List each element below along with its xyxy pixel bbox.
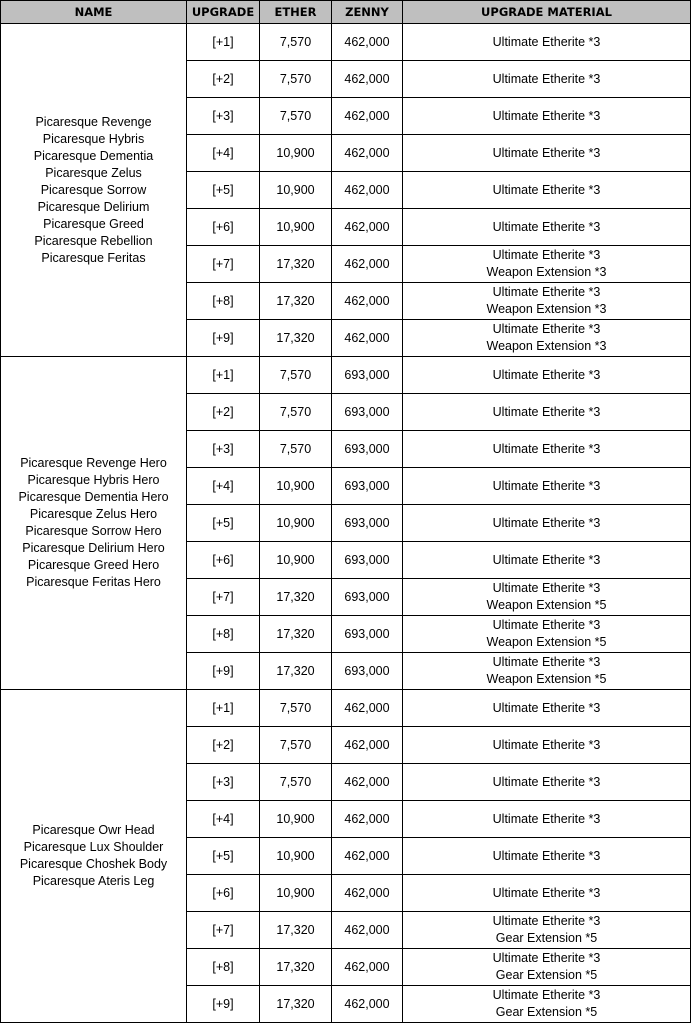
- material-line: Ultimate Etherite *3: [492, 848, 601, 863]
- item-name: Picaresque Dementia Hero: [18, 490, 169, 504]
- upgrade-level-cell: [+7]: [187, 579, 260, 616]
- item-name: Picaresque Owr Head: [32, 823, 155, 837]
- upgrade-level-cell: [+8]: [187, 949, 260, 986]
- item-name: Picaresque Dementia: [33, 148, 154, 163]
- material-line: Ultimate Etherite *3: [492, 951, 601, 965]
- material-line: Ultimate Etherite *3: [492, 618, 601, 632]
- material-line: Ultimate Etherite *3: [492, 285, 601, 299]
- upgrade-material-cell: [403, 24, 691, 61]
- zenny-cost-cell: 462,000: [332, 24, 403, 61]
- zenny-cost-cell: 462,000: [332, 838, 403, 875]
- material-line: Gear Extension *5: [495, 931, 598, 945]
- item-name: Picaresque Delirium Hero: [22, 541, 165, 555]
- ether-cost-cell: 10,900: [260, 135, 332, 172]
- material-line: Ultimate Etherite *3: [492, 441, 601, 456]
- material-line: Ultimate Etherite *3: [492, 248, 601, 262]
- upgrade-material-cell: [403, 838, 691, 875]
- zenny-cost-cell: 462,000: [332, 764, 403, 801]
- upgrade-material-cell: [403, 764, 691, 801]
- header-zenny: ZENNY: [332, 1, 403, 24]
- item-name: Picaresque Zelus: [45, 165, 142, 180]
- zenny-cost-cell: 462,000: [332, 172, 403, 209]
- upgrade-material-cell: [403, 468, 691, 505]
- material-line: Ultimate Etherite *3: [492, 885, 601, 900]
- material-line: Ultimate Etherite *3: [492, 322, 601, 336]
- upgrade-level-cell: [+3]: [187, 98, 260, 135]
- upgrade-material-cell: [403, 505, 691, 542]
- zenny-cost-cell: 462,000: [332, 949, 403, 986]
- upgrade-level-cell: [+8]: [187, 283, 260, 320]
- header-row: [1, 1, 691, 24]
- ether-cost-cell: 17,320: [260, 246, 332, 283]
- upgrade-level-cell: [+4]: [187, 468, 260, 505]
- upgrade-material-cell: [403, 579, 691, 616]
- upgrade-material-cell: [403, 949, 691, 986]
- item-name: Picaresque Ateris Leg: [32, 874, 155, 888]
- ether-cost-cell: 17,320: [260, 283, 332, 320]
- upgrade-level-cell: [+1]: [187, 24, 260, 61]
- upgrade-level-cell: [+6]: [187, 542, 260, 579]
- material-line: Ultimate Etherite *3: [492, 774, 601, 789]
- upgrade-level-cell: [+1]: [187, 357, 260, 394]
- upgrade-material-cell: [403, 986, 691, 1023]
- zenny-cost-cell: 693,000: [332, 431, 403, 468]
- zenny-cost-cell: 462,000: [332, 246, 403, 283]
- material-line: Gear Extension *5: [495, 1005, 598, 1019]
- material-line: Ultimate Etherite *3: [492, 988, 601, 1002]
- upgrade-material-cell: [403, 875, 691, 912]
- table-row: [1, 690, 691, 727]
- table-row: [1, 24, 691, 61]
- material-line: Ultimate Etherite *3: [492, 34, 601, 49]
- ether-cost-cell: 17,320: [260, 579, 332, 616]
- ether-cost-cell: 7,570: [260, 764, 332, 801]
- material-line: Ultimate Etherite *3: [492, 367, 601, 382]
- material-line: Ultimate Etherite *3: [492, 182, 601, 197]
- upgrade-material-cell: [403, 98, 691, 135]
- material-line: Ultimate Etherite *3: [492, 219, 601, 234]
- ether-cost-cell: 7,570: [260, 394, 332, 431]
- upgrade-material-cell: [403, 357, 691, 394]
- upgrade-level-cell: [+2]: [187, 61, 260, 98]
- table-row: [1, 357, 691, 394]
- zenny-cost-cell: 462,000: [332, 727, 403, 764]
- ether-cost-cell: 7,570: [260, 98, 332, 135]
- ether-cost-cell: 17,320: [260, 616, 332, 653]
- upgrade-level-cell: [+3]: [187, 764, 260, 801]
- item-name: Picaresque Feritas: [41, 250, 146, 265]
- item-name: Picaresque Choshek Body: [19, 857, 168, 871]
- material-line: Weapon Extension *5: [486, 598, 607, 612]
- zenny-cost-cell: 693,000: [332, 542, 403, 579]
- zenny-cost-cell: 462,000: [332, 61, 403, 98]
- zenny-cost-cell: 462,000: [332, 98, 403, 135]
- ether-cost-cell: 10,900: [260, 468, 332, 505]
- item-name: Picaresque Sorrow: [40, 182, 147, 197]
- ether-cost-cell: 10,900: [260, 172, 332, 209]
- upgrade-material-cell: [403, 431, 691, 468]
- ether-cost-cell: 7,570: [260, 357, 332, 394]
- upgrade-level-cell: [+6]: [187, 209, 260, 246]
- upgrade-level-cell: [+9]: [187, 653, 260, 690]
- upgrade-material-cell: [403, 727, 691, 764]
- ether-cost-cell: 17,320: [260, 949, 332, 986]
- material-line: Weapon Extension *3: [486, 265, 607, 279]
- zenny-cost-cell: 462,000: [332, 801, 403, 838]
- ether-cost-cell: 10,900: [260, 505, 332, 542]
- zenny-cost-cell: 693,000: [332, 505, 403, 542]
- ether-cost-cell: 17,320: [260, 653, 332, 690]
- header-name: NAME: [1, 1, 187, 24]
- ether-cost-cell: 7,570: [260, 690, 332, 727]
- upgrade-material-cell: [403, 542, 691, 579]
- material-line: Ultimate Etherite *3: [492, 737, 601, 752]
- zenny-cost-cell: 693,000: [332, 468, 403, 505]
- ether-cost-cell: 7,570: [260, 24, 332, 61]
- header-ether: ETHER: [260, 1, 332, 24]
- upgrade-material-cell: [403, 172, 691, 209]
- header-material: UPGRADE MATERIAL: [403, 1, 691, 24]
- material-line: Ultimate Etherite *3: [492, 478, 601, 493]
- upgrade-level-cell: [+7]: [187, 912, 260, 949]
- material-line: Ultimate Etherite *3: [492, 552, 601, 567]
- ether-cost-cell: 10,900: [260, 875, 332, 912]
- upgrade-level-cell: [+8]: [187, 616, 260, 653]
- item-name: Picaresque Greed Hero: [27, 558, 160, 572]
- upgrade-material-cell: [403, 801, 691, 838]
- upgrade-material-cell: [403, 690, 691, 727]
- material-line: Ultimate Etherite *3: [492, 108, 601, 123]
- material-line: Weapon Extension *5: [486, 635, 607, 649]
- zenny-cost-cell: 462,000: [332, 320, 403, 357]
- upgrade-material-cell: [403, 135, 691, 172]
- item-name: Picaresque Hybris: [42, 131, 145, 146]
- item-names-cell: [1, 690, 187, 1023]
- upgrade-level-cell: [+2]: [187, 727, 260, 764]
- upgrade-level-cell: [+9]: [187, 986, 260, 1023]
- upgrade-level-cell: [+3]: [187, 431, 260, 468]
- upgrade-level-cell: [+7]: [187, 246, 260, 283]
- ether-cost-cell: 7,570: [260, 61, 332, 98]
- item-name: Picaresque Zelus Hero: [29, 507, 158, 521]
- upgrade-material-cell: [403, 246, 691, 283]
- material-line: Ultimate Etherite *3: [492, 71, 601, 86]
- upgrade-material-cell: [403, 912, 691, 949]
- upgrade-level-cell: [+4]: [187, 801, 260, 838]
- item-names-cell: [1, 357, 187, 690]
- material-line: Ultimate Etherite *3: [492, 914, 601, 928]
- material-line: Weapon Extension *3: [486, 302, 607, 316]
- upgrade-level-cell: [+4]: [187, 135, 260, 172]
- ether-cost-cell: 10,900: [260, 209, 332, 246]
- zenny-cost-cell: 462,000: [332, 986, 403, 1023]
- upgrade-level-cell: [+5]: [187, 838, 260, 875]
- material-line: Weapon Extension *3: [486, 339, 607, 353]
- zenny-cost-cell: 693,000: [332, 394, 403, 431]
- item-name: Picaresque Hybris Hero: [27, 473, 160, 487]
- ether-cost-cell: 10,900: [260, 801, 332, 838]
- upgrade-level-cell: [+9]: [187, 320, 260, 357]
- zenny-cost-cell: 462,000: [332, 912, 403, 949]
- item-names-cell: [1, 24, 187, 357]
- material-line: Ultimate Etherite *3: [492, 404, 601, 419]
- material-line: Weapon Extension *5: [486, 672, 607, 686]
- zenny-cost-cell: 693,000: [332, 579, 403, 616]
- material-line: Ultimate Etherite *3: [492, 811, 601, 826]
- zenny-cost-cell: 462,000: [332, 135, 403, 172]
- ether-cost-cell: 10,900: [260, 542, 332, 579]
- material-line: Ultimate Etherite *3: [492, 581, 601, 595]
- material-line: Ultimate Etherite *3: [492, 655, 601, 669]
- upgrade-material-cell: [403, 320, 691, 357]
- header-upgrade: UPGRADE: [187, 1, 260, 24]
- upgrade-material-cell: [403, 209, 691, 246]
- ether-cost-cell: 17,320: [260, 912, 332, 949]
- material-line: Ultimate Etherite *3: [492, 700, 601, 715]
- item-name: Picaresque Revenge Hero: [20, 456, 167, 470]
- table-body: [1, 24, 691, 1023]
- material-line: Ultimate Etherite *3: [492, 515, 601, 530]
- upgrade-material-cell: [403, 283, 691, 320]
- material-line: Gear Extension *5: [495, 968, 598, 982]
- zenny-cost-cell: 693,000: [332, 653, 403, 690]
- upgrade-level-cell: [+1]: [187, 690, 260, 727]
- zenny-cost-cell: 462,000: [332, 283, 403, 320]
- item-name: Picaresque Rebellion: [34, 233, 153, 248]
- item-name: Picaresque Delirium: [37, 199, 150, 214]
- upgrade-level-cell: [+5]: [187, 505, 260, 542]
- ether-cost-cell: 7,570: [260, 431, 332, 468]
- ether-cost-cell: 7,570: [260, 727, 332, 764]
- ether-cost-cell: 17,320: [260, 986, 332, 1023]
- item-name: Picaresque Sorrow Hero: [25, 524, 162, 538]
- upgrade-level-cell: [+5]: [187, 172, 260, 209]
- item-name: Picaresque Greed: [43, 216, 144, 231]
- item-name: Picaresque Revenge: [35, 114, 152, 129]
- zenny-cost-cell: 462,000: [332, 209, 403, 246]
- zenny-cost-cell: 462,000: [332, 690, 403, 727]
- upgrade-material-cell: [403, 653, 691, 690]
- zenny-cost-cell: 693,000: [332, 616, 403, 653]
- upgrade-level-cell: [+2]: [187, 394, 260, 431]
- material-line: Ultimate Etherite *3: [492, 145, 601, 160]
- upgrade-level-cell: [+6]: [187, 875, 260, 912]
- zenny-cost-cell: 693,000: [332, 357, 403, 394]
- zenny-cost-cell: 462,000: [332, 875, 403, 912]
- ether-cost-cell: 10,900: [260, 838, 332, 875]
- upgrade-material-cell: [403, 394, 691, 431]
- upgrade-material-cell: [403, 616, 691, 653]
- upgrade-material-cell: [403, 61, 691, 98]
- item-name: Picaresque Feritas Hero: [26, 575, 161, 589]
- ether-cost-cell: 17,320: [260, 320, 332, 357]
- item-name: Picaresque Lux Shoulder: [23, 840, 164, 854]
